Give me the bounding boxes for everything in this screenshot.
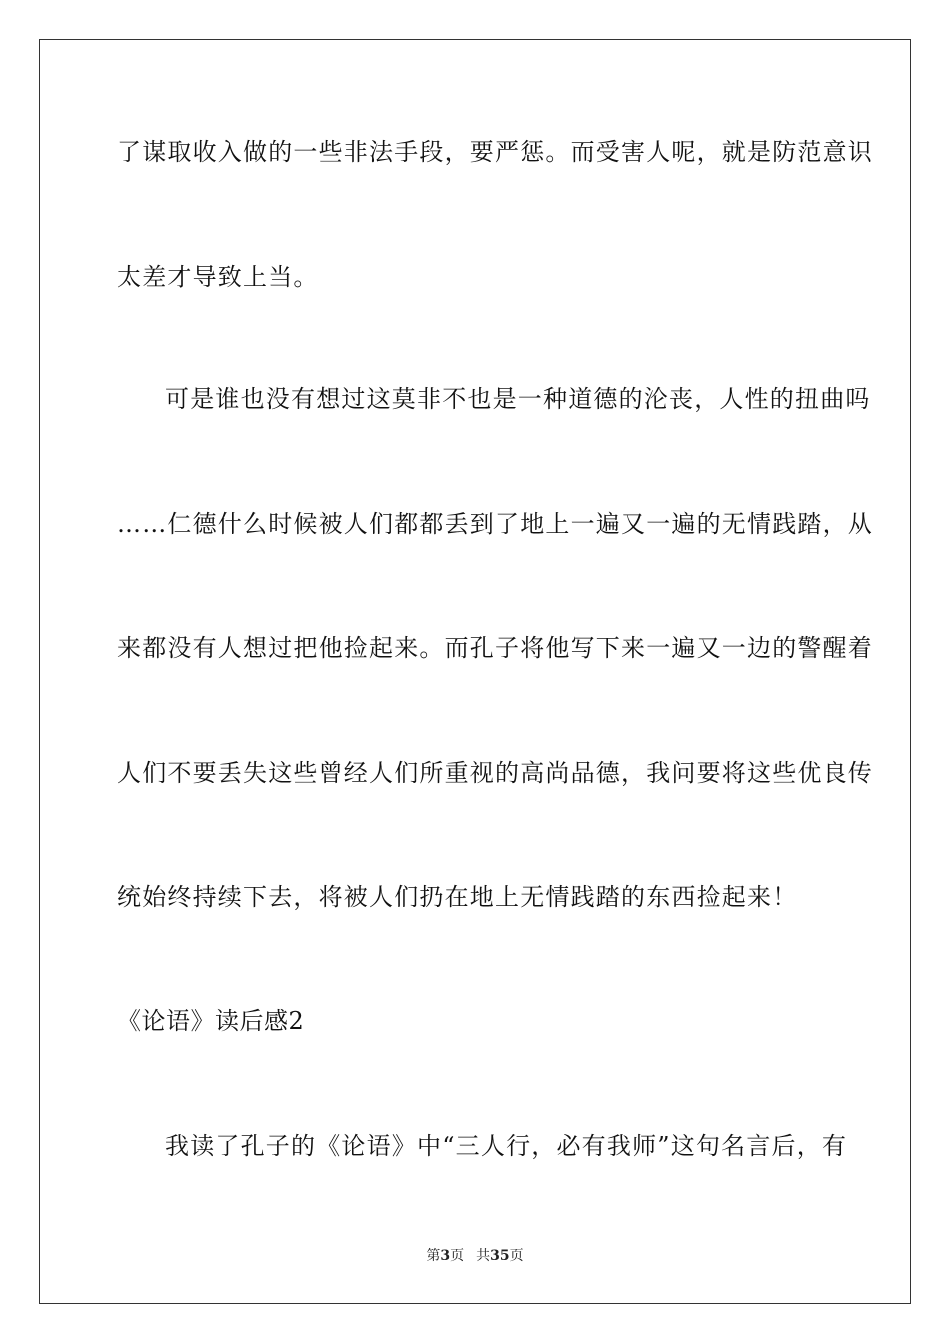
body-line-1: 了谋取收入做的一些非法手段，要严惩。而受害人呢，就是防范意识 <box>117 138 873 166</box>
body-line-7: 统始终持续下去，将被人们扔在地上无情践踏的东西捡起来！ <box>117 883 798 911</box>
page-prefix: 第 <box>426 1248 441 1264</box>
body-line-5: 来都没有人想过把他捡起来。而孔子将他写下来一遍又一边的警醒着 <box>117 634 873 662</box>
page-footer <box>0 1247 950 1265</box>
total-suffix: 页 <box>509 1248 524 1264</box>
body-line-3: 可是谁也没有想过这莫非不也是一种道德的沦丧，人性的扭曲吗 <box>165 385 871 413</box>
page-number: 3 <box>440 1248 451 1264</box>
total-prefix: 共 <box>476 1248 491 1264</box>
body-line-2: 太差才导致上当。 <box>117 263 319 291</box>
body-line-6: 人们不要丢失这些曾经人们所重视的高尚品德，我问要将这些优良传 <box>117 759 873 787</box>
body-line-8: 我读了孔子的《论语》中“三人行，必有我师”这句名言后，有 <box>165 1132 848 1160</box>
page-border <box>39 39 911 1304</box>
body-line-4: ……仁德什么时候被人们都都丢到了地上一遍又一遍的无情践踏，从 <box>117 510 873 538</box>
page-suffix: 页 <box>450 1248 465 1264</box>
section-heading: 《论语》读后感2 <box>117 1007 305 1035</box>
total-pages: 35 <box>490 1248 510 1264</box>
